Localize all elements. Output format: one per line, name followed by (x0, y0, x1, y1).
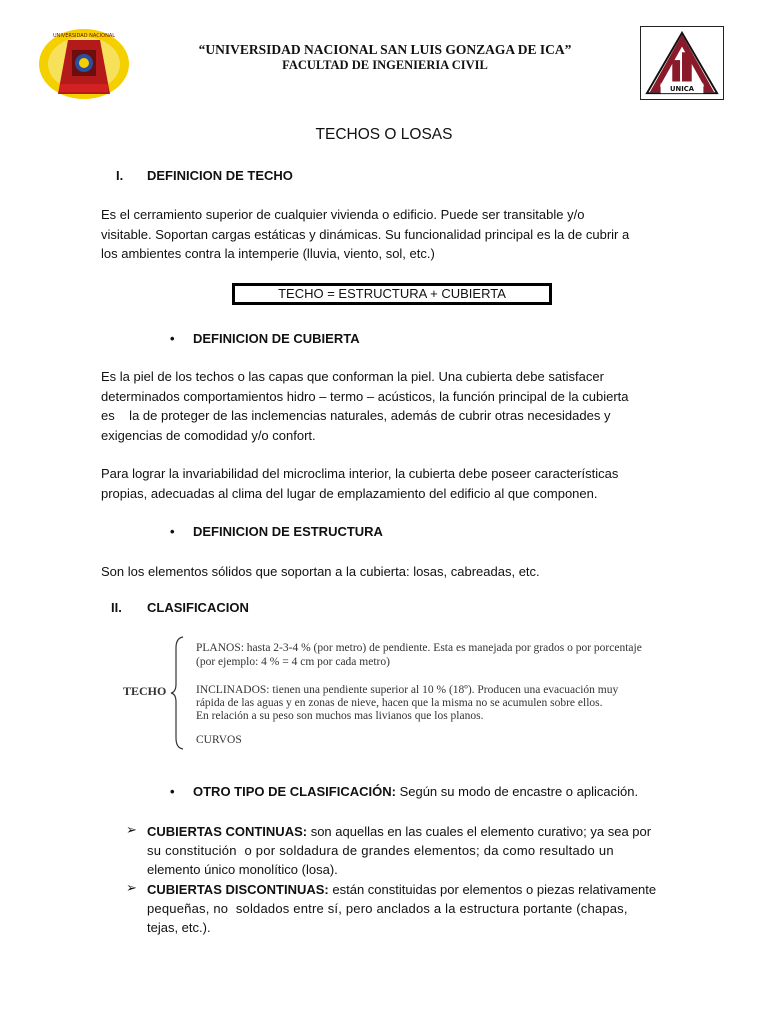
figure-line: CURVOS (196, 734, 242, 746)
figure-line: INCLINADOS: tienen una pendiente superior al 10 % (18º). Producen una evacuación muy (196, 684, 619, 696)
bullet-marker: • (170, 784, 175, 799)
figure-line: (por ejemplo: 4 % = 4 cm por cada metro) (196, 656, 390, 668)
text-line: determinados comportamientos hidro – termo – acústicos, la función principal de la cubierta (101, 388, 629, 404)
text-line: Es la piel de los techos o las capas que conforman la piel. Una cubierta debe satisfacer (101, 369, 604, 384)
figure-line: rápida de las aguas y en zonas de nieve, hacen que la misma no se acumulen sobre ellos. (196, 697, 603, 709)
university-seal-logo (38, 28, 130, 100)
list-item-continuas (147, 822, 686, 879)
paragraph-cubierta (101, 367, 686, 445)
text-line: pequeñas, no soldados entre sí, pero anclados a la estructura portante (chapas, (147, 901, 628, 916)
text-line: los ambientes contra la intemperie (lluvia, viento, sol, etc.) (101, 246, 435, 261)
text-line: tejas, etc.). (147, 920, 211, 935)
formula-box: TECHO = ESTRUCTURA + CUBIERTA (232, 283, 552, 305)
paragraph-estructura: Son los elementos sólidos que soportan a la cubierta: losas, cabreadas, etc. (101, 564, 540, 579)
text-line: su constitución o por soldadura de grandes elementos; da como resultado un (147, 843, 614, 858)
page-title: TECHOS O LOSAS (315, 126, 453, 143)
bullet-marker: • (170, 331, 175, 346)
figure-line: PLANOS: hasta 2-3-4 % (por metro) de pendiente. Esta es manejada por grados o por porcentaje (196, 642, 642, 654)
section-number: I. (116, 168, 124, 183)
university-name: “UNIVERSIDAD NACIONAL SAN LUIS GONZAGA DE ICA” (198, 42, 572, 57)
section-heading: CLASIFICACION (147, 600, 249, 615)
item-text: son aquellas en las cuales el elemento curativo; ya sea por (307, 824, 652, 839)
text-line: Es el cerramiento superior de cualquier vivienda o edificio. Puede ser transitable y/o (101, 207, 585, 222)
text-line: visitable. Soportan cargas estáticas y dinámicas. Su funcionalidad principal es la de cubrir a (101, 226, 630, 242)
subsection-text: Según su modo de encastre o aplicación. (395, 784, 639, 799)
bullet-marker: • (170, 524, 175, 539)
list-item-discontinuas (147, 880, 686, 937)
section-number: II. (111, 600, 122, 615)
text-line: Para lograr la invariabilidad del microclima interior, la cubierta debe poseer características (101, 466, 619, 481)
item-term: CUBIERTAS DISCONTINUAS: (147, 882, 329, 897)
paragraph-techo (101, 205, 686, 264)
text-line: elemento único monolítico (losa). (147, 862, 338, 877)
figure-label: TECHO (123, 684, 167, 698)
text-line (147, 822, 686, 841)
faculty-name: FACULTAD DE INGENIERIA CIVIL (282, 58, 488, 72)
svg-text:UNICA: UNICA (670, 85, 694, 94)
text-line: propias, adecuadas al clima del lugar de emplazamiento del edificio al que componen. (101, 485, 598, 501)
section-heading: DEFINICION DE TECHO (147, 168, 293, 183)
arrow-bullet-icon: ➢ (126, 880, 137, 895)
otro-tipo-line (193, 784, 638, 799)
item-term: CUBIERTAS CONTINUAS: (147, 824, 308, 839)
arrow-bullet-icon: ➢ (126, 822, 137, 837)
figure-line: En relación a su peso son muchos mas livianos que los planos. (196, 710, 484, 722)
subsection-heading: DEFINICION DE CUBIERTA (193, 331, 360, 346)
item-text: están constituidas por elementos o piezas relativamente (328, 882, 657, 897)
faculty-triangle-logo (640, 26, 724, 100)
paragraph-microclima (101, 464, 686, 503)
subsection-heading: OTRO TIPO DE CLASIFICACIÓN: (193, 784, 396, 799)
curly-brace-icon (170, 636, 184, 750)
classification-figure (118, 636, 658, 756)
text-line (147, 880, 686, 899)
text-line: es la de proteger de las inclemencias naturales, además de cubrir otras necesidades y (101, 408, 611, 423)
svg-text:UNIVERSIDAD NACIONAL: UNIVERSIDAD NACIONAL (52, 33, 116, 39)
subsection-heading: DEFINICION DE ESTRUCTURA (193, 524, 383, 539)
text-line: exigencias de comodidad y/o confort. (101, 427, 316, 443)
